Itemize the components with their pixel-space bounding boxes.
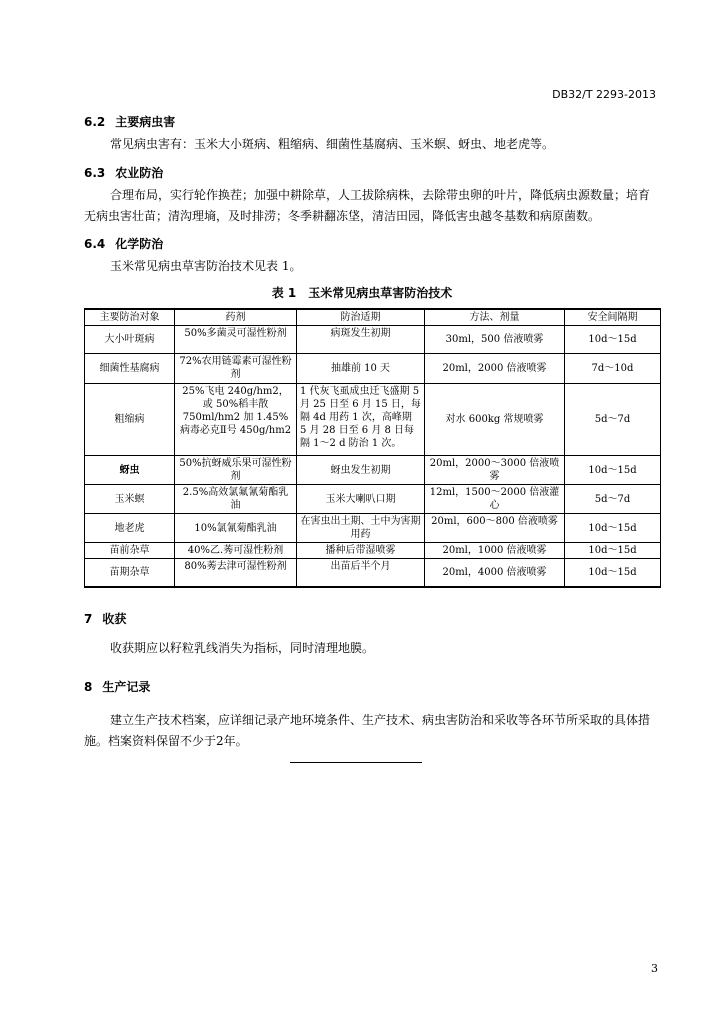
cell-pesticide: 2.5%高效氯氟氰菊酯乳油 bbox=[175, 485, 297, 514]
section-heading-6-3 bbox=[84, 164, 163, 181]
cell-interval: 10d～15d bbox=[565, 326, 661, 354]
cell-target: 地老虎 bbox=[85, 514, 175, 543]
document-code: DB32/T 2293-2013 bbox=[552, 88, 656, 101]
section-number: 7 bbox=[84, 612, 93, 626]
cell-method: 12ml，1500～2000 倍液灌心 bbox=[425, 485, 565, 514]
section-heading-7 bbox=[84, 610, 126, 627]
cell-interval: 10d～15d bbox=[565, 543, 661, 559]
section-number: 6.4 bbox=[84, 237, 106, 251]
end-rule bbox=[290, 762, 422, 763]
cell-timing: 病斑发生初期 bbox=[297, 326, 425, 354]
control-table bbox=[84, 308, 661, 588]
paragraph-chem: 玉米常见病虫草害防治技术见表 1。 bbox=[110, 259, 302, 273]
cell-interval: 7d～10d bbox=[565, 354, 661, 384]
cell-method: 20ml，4000 倍液喷雾 bbox=[425, 559, 565, 587]
table-header-row bbox=[85, 309, 661, 326]
cell-interval: 10d～15d bbox=[565, 456, 661, 485]
table-row bbox=[85, 485, 661, 514]
section-title: 主要病虫害 bbox=[115, 115, 176, 129]
cell-timing: 抽雄前 10 天 bbox=[297, 354, 425, 384]
cell-pesticide: 50%抗蚜威乐果可湿性粉剂 bbox=[175, 456, 297, 485]
cell-pesticide: 40%乙.莠可湿性粉剂 bbox=[175, 543, 297, 559]
cell-method: 20ml，2000～3000 倍液喷雾 bbox=[425, 456, 565, 485]
header-target: 主要防治对象 bbox=[85, 309, 175, 326]
section-number: 6.2 bbox=[84, 115, 106, 129]
table-row bbox=[85, 514, 661, 543]
section-title: 收获 bbox=[102, 612, 127, 626]
cell-method: 30ml，500 倍液喷雾 bbox=[425, 326, 565, 354]
paragraph-pests: 常见病虫害有：玉米大小斑病、粗缩病、细菌性基腐病、玉米螟、蚜虫、地老虎等。 bbox=[110, 137, 555, 151]
paragraph-harvest: 收获期应以籽粒乳线消失为指标，同时清理地膜。 bbox=[110, 641, 375, 655]
cell-pesticide: 10%氯氰菊酯乳油 bbox=[175, 514, 297, 543]
page-number: 3 bbox=[651, 962, 658, 975]
header-method: 方法、剂量 bbox=[425, 309, 565, 326]
cell-target: 玉米螟 bbox=[85, 485, 175, 514]
cell-interval: 5d～7d bbox=[565, 485, 661, 514]
section-heading-6-2 bbox=[84, 113, 175, 130]
section-heading-8 bbox=[84, 678, 150, 695]
cell-method: 对水 600kg 常规喷雾 bbox=[425, 384, 565, 456]
table-row bbox=[85, 456, 661, 485]
cell-target: 苗期杂草 bbox=[85, 559, 175, 587]
table-row bbox=[85, 326, 661, 354]
section-number: 6.3 bbox=[84, 166, 106, 180]
table-row bbox=[85, 384, 661, 456]
table-row bbox=[85, 543, 661, 559]
cell-timing: 玉米大喇叭口期 bbox=[297, 485, 425, 514]
section-title: 农业防治 bbox=[115, 166, 164, 180]
cell-timing: 播种后带湿喷雾 bbox=[297, 543, 425, 559]
cell-target: 蚜虫 bbox=[85, 456, 175, 485]
section-number: 8 bbox=[84, 680, 93, 694]
cell-method: 20ml，600～800 倍液喷雾 bbox=[425, 514, 565, 543]
section-heading-6-4 bbox=[84, 235, 163, 252]
cell-pesticide: 50%多菌灵可湿性粉剂 bbox=[175, 326, 297, 354]
section-title: 化学防治 bbox=[115, 237, 164, 251]
cell-timing: 在害虫出土期、土中为害期用药 bbox=[297, 514, 425, 543]
table-row bbox=[85, 354, 661, 384]
cell-target: 大小叶斑病 bbox=[85, 326, 175, 354]
cell-method: 20ml，1000 倍液喷雾 bbox=[425, 543, 565, 559]
header-timing: 防治适期 bbox=[297, 309, 425, 326]
header-interval: 安全间隔期 bbox=[565, 309, 661, 326]
paragraph-agri: 合理布局，实行轮作换茬；加强中耕除草，人工拔除病株，去除带虫卵的叶片，降低病虫源数量；培育无病虫害壮苗；清沟理墒，及时排涝；冬季耕翻冻垡，清洁田园，降低害虫越冬基数和病原菌数。 bbox=[84, 188, 651, 223]
cell-target: 苗前杂草 bbox=[85, 543, 175, 559]
cell-timing: 1 代灰飞虱成虫迁飞盛期 5 月 25 日至 6 月 15 日，每隔 4d 用药 1 次，高峰期 5 月 28 日至 6 月 8 日每隔 1～2 d 防治 1 次。 bbox=[297, 384, 425, 456]
cell-timing: 出苗后半个月 bbox=[297, 559, 425, 587]
cell-interval: 10d～15d bbox=[565, 514, 661, 543]
cell-method: 20ml，2000 倍液喷雾 bbox=[425, 354, 565, 384]
cell-pesticide: 25%飞电 240g/hm2，或 50%稻丰散 750ml/hm2 加 1.45%病毒必克Ⅱ号 450g/hm2 bbox=[175, 384, 297, 456]
cell-interval: 5d～7d bbox=[565, 384, 661, 456]
cell-target: 粗缩病 bbox=[85, 384, 175, 456]
cell-target: 细菌性基腐病 bbox=[85, 354, 175, 384]
cell-pesticide: 72%农用链霉素可湿性粉剂 bbox=[175, 354, 297, 384]
table-row bbox=[85, 559, 661, 587]
paragraph-records: 建立生产技术档案，应详细记录产地环境条件、生产技术、病虫害防治和采收等各环节所采取的具体措施。档案资料保留不少于2年。 bbox=[84, 713, 651, 748]
header-pesticide: 药剂 bbox=[175, 309, 297, 326]
cell-interval: 10d～15d bbox=[565, 559, 661, 587]
cell-timing: 蚜虫发生初期 bbox=[297, 456, 425, 485]
table-title: 表 1 玉米常见病虫草害防治技术 bbox=[271, 286, 453, 300]
section-title: 生产记录 bbox=[102, 680, 151, 694]
cell-pesticide: 80%莠去津可湿性粉剂 bbox=[175, 559, 297, 587]
